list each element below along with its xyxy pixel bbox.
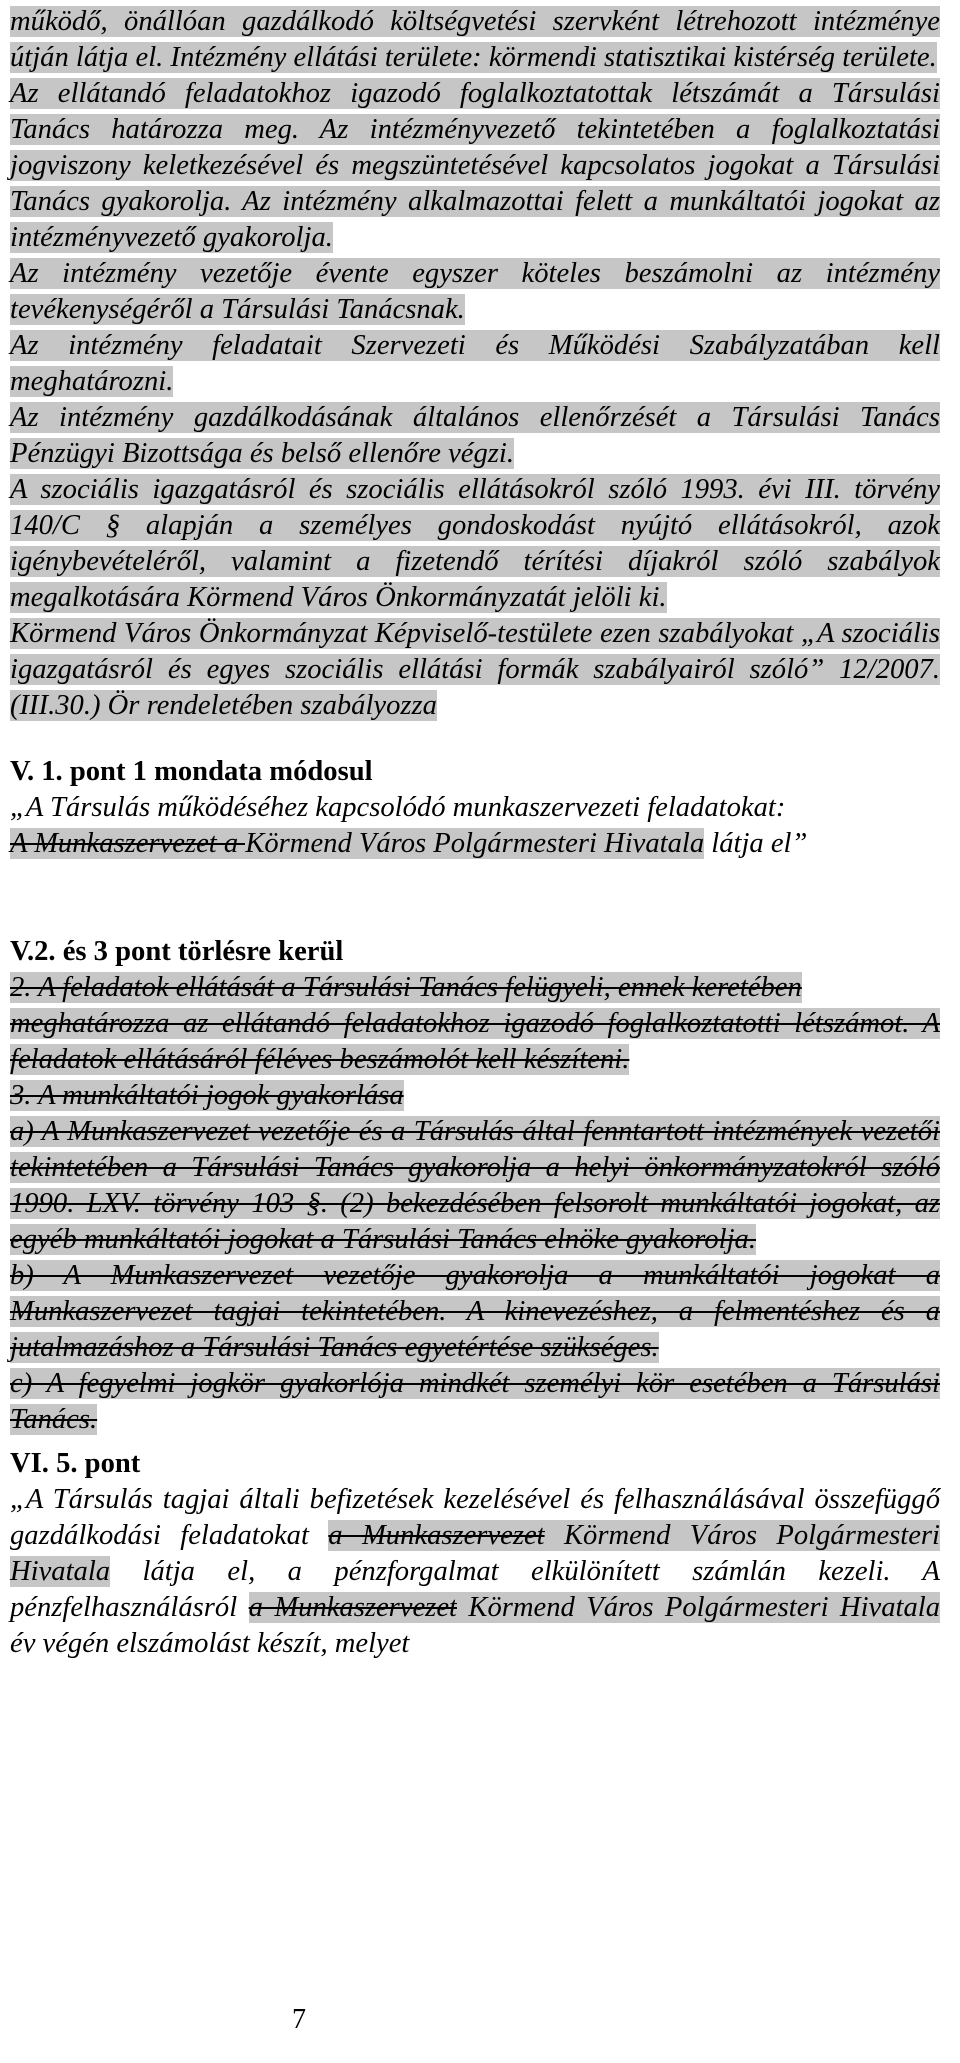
intro-paragraph-5: Az intézmény gazdálkodásának általános ellenőrzését a Társulási Tanács Pénzügyi Bizottsága és belső ellenőre végzi. xyxy=(10,402,940,469)
intro-paragraph-2: Az ellátandó feladatokhoz igazodó foglalkoztatottak létszámát a Társulási Tanács határozza meg. Az intézményvezető tekintetében a foglalkoztatási jogviszony keletkezésével és megszüntetésével kapcsolatos jogokat a Társulási Tanács gyakorolja. Az intézmény alkalmazottai felett a munkáltatói jogokat az intézményvezető gyakorolja. xyxy=(10,78,940,253)
document-body xyxy=(10,4,940,1662)
deleted-text: a Munkaszervezet xyxy=(248,1592,457,1623)
spacer xyxy=(10,724,940,754)
inserted-text: Körmend Város Polgármesteri Hivatala xyxy=(10,1520,940,1587)
spacer xyxy=(10,862,940,934)
intro-paragraph-1: működő, önállóan gazdálkodó költségvetési szervként létrehozott intézménye útján látja el. Intézmény ellátási területe: körmendi statisztikai kistérség területe. xyxy=(10,6,940,73)
section-vi5-paragraph: „A Társulás tagjai általi befizetések kezelésével és felhasználásával összefüggő gazdálkodási feladatokat a Munkaszervezet Körmend Város Polgármesteri Hivatala látja el, a pénzforgalmat elkülönített számlán kezeli. A pénzfelhasználásról a Munkaszervezet Körmend Város Polgármesteri Hivatala év végén elszámolást készít, melyet xyxy=(10,1484,940,1659)
deleted-text: A Munkaszervezet a xyxy=(10,828,246,859)
section-v2-item-2b: meghatározza az ellátandó feladatokhoz igazodó foglalkoztatotti létszámot. A feladatok ellátásáról féléves beszámolót kell készíteni. xyxy=(10,1008,940,1075)
intro-paragraph-3: Az intézmény vezetője évente egyszer köteles beszámolni az intézmény tevékenységéről a Társulási Tanácsnak. xyxy=(10,258,940,325)
spacer xyxy=(10,1438,940,1446)
page-number: 7 xyxy=(292,2004,306,2035)
inserted-text: Körmend Város Polgármesteri Hivatala xyxy=(245,828,705,859)
section-v2-heading: V.2. és 3 pont törlésre kerül xyxy=(10,936,344,967)
intro-paragraph-4: Az intézmény feladatait Szervezeti és Működési Szabályzatában kell meghatározni. xyxy=(10,330,940,397)
inserted-text: Körmend Város Polgármesteri Hivatala xyxy=(456,1592,940,1623)
deleted-text: a Munkaszervezet xyxy=(328,1520,545,1551)
section-v2-item-3b: b) A Munkaszervezet vezetője gyakorolja a munkáltatói jogokat a Munkaszervezet tagjai tekintetében. A kinevezéshez, a felmentéshez és a jutalmazáshoz a Társulási Tanács egyetértése szükséges. xyxy=(10,1260,940,1363)
section-v2-item-2: 2. A feladatok ellátását a Társulási Tanács felügyeli, ennek keretében xyxy=(10,972,802,1003)
section-v1-quote: „A Társulás működéséhez kapcsolódó munkaszervezeti feladatokat: A Munkaszervezet a Körmend Város Polgármesteri Hivatala látja el” xyxy=(10,792,808,859)
intro-paragraph-7: Körmend Város Önkormányzat Képviselő-testülete ezen szabályokat „A szociális igazgatásról és egyes szociális ellátási formák szabályairól szóló” 12/2007. (III.30.) Ör rendeletében szabályozza xyxy=(10,618,940,721)
section-v1-heading: V. 1. pont 1 mondata módosul xyxy=(10,756,373,787)
section-v2-item-3a: a) A Munkaszervezet vezetője és a Társulás által fenntartott intézmények vezetői tekintetében a Társulási Tanács gyakorolja a helyi önkormányzatokról szóló 1990. LXV. törvény 103 §. (2) bekezdésében felsorolt munkáltatói jogokat, az egyéb munkáltatói jogokat a Társulási Tanács elnöke gyakorolja. xyxy=(10,1116,940,1255)
section-vi5-heading: VI. 5. pont xyxy=(10,1448,141,1479)
section-v2-item-3: 3. A munkáltatói jogok gyakorlása xyxy=(10,1080,404,1111)
intro-paragraph-6: A szociális igazgatásról és szociális ellátásokról szóló 1993. évi III. törvény 140/C § alapján a személyes gondoskodást nyújtó ellátásokról, azok igénybevételéről, valamint a fizetendő térítési díjakról szóló szabályok megalkotására Körmend Város Önkormányzatát jelöli ki. xyxy=(10,474,940,613)
section-v2-item-3c: c) A fegyelmi jogkör gyakorlója mindkét személyi kör esetében a Társulási Tanács. xyxy=(10,1368,940,1435)
